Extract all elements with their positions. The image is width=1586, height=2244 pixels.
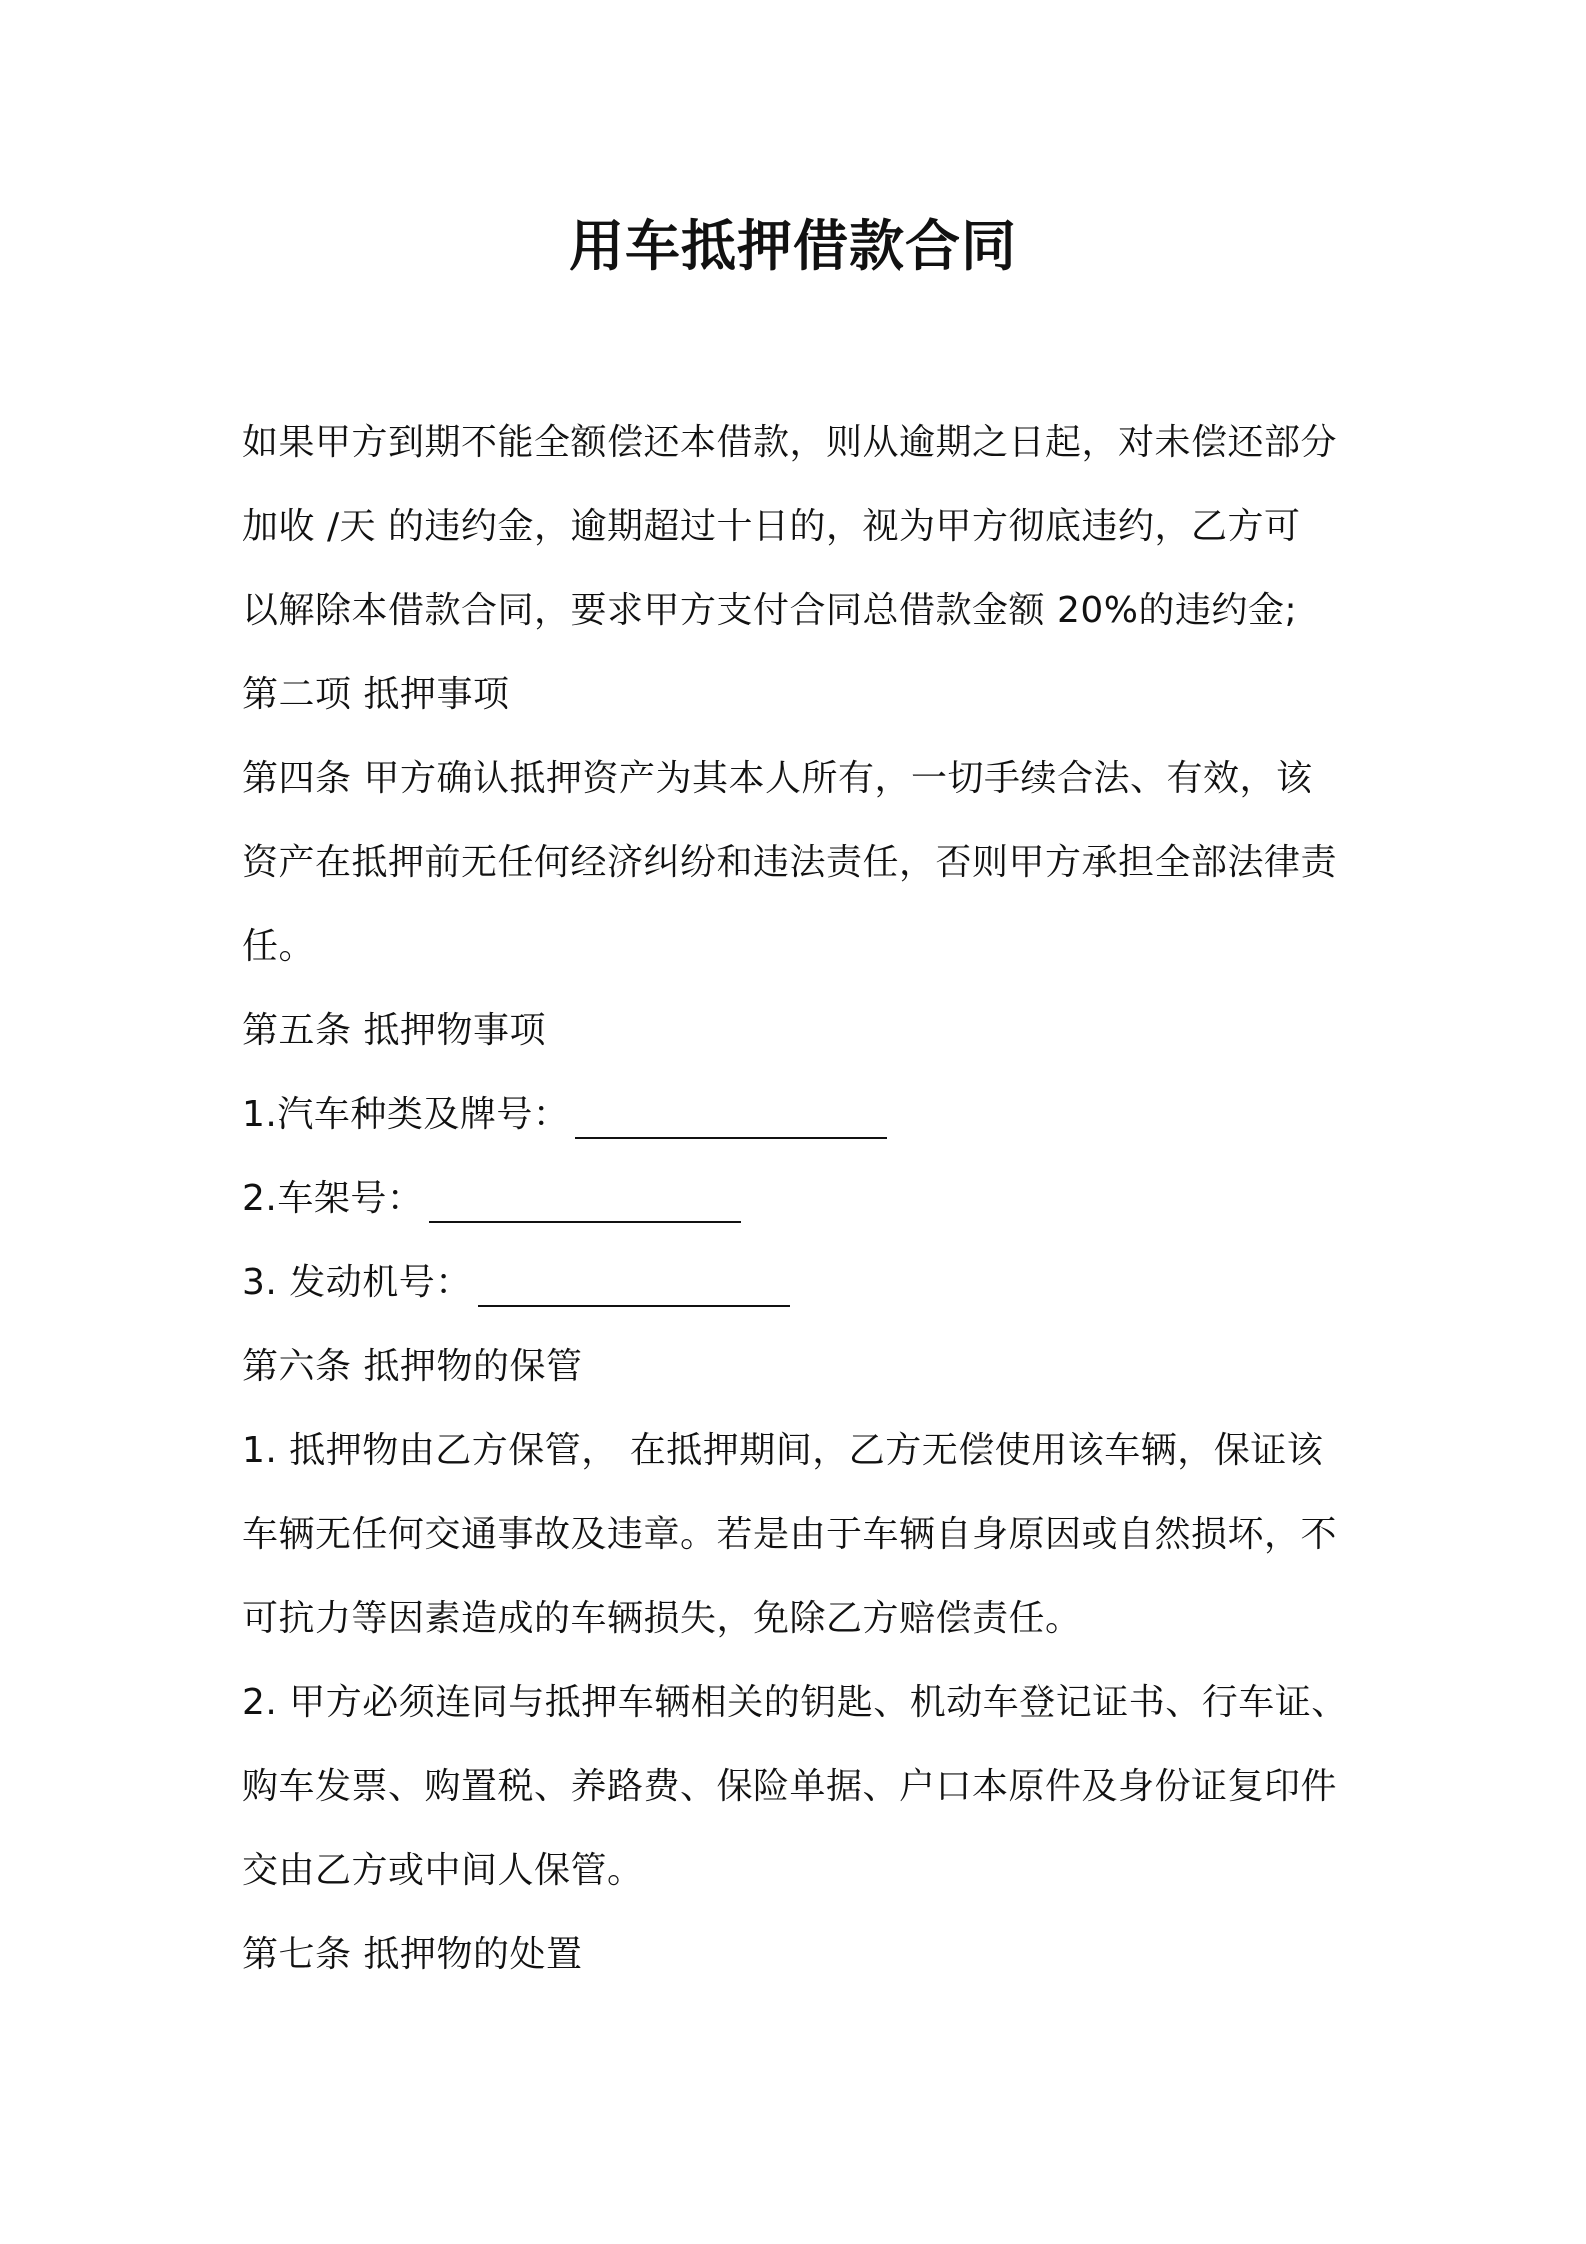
article-heading: 第六条 抵押物的保管 (242, 1346, 583, 1387)
article-heading: 第五条 抵押物事项 (242, 1010, 546, 1051)
clause-line: 车辆无任何交通事故及违章。若是由于车辆自身原因或自然损坏，不 (242, 1514, 1338, 1555)
frame-number-label: 2.车架号： (242, 1178, 424, 1219)
vehicle-type-plate-label: 1.汽车种类及牌号： (242, 1094, 570, 1135)
article-line: 资产在抵押前无任何经济纠纷和违法责任，否则甲方承担全部法律责 (242, 842, 1338, 883)
frame-number-blank (429, 1171, 741, 1223)
clause-line: 2. 甲方必须连同与抵押车辆相关的钥匙、机动车登记证书、行车证、 (242, 1682, 1348, 1723)
article-line: 第四条 甲方确认抵押资产为其本人所有，一切手续合法、有效，该 (242, 758, 1313, 799)
article-heading: 第七条 抵押物的处置 (242, 1934, 583, 1975)
frame-number-row (242, 1157, 1362, 1241)
clause-line: 交由乙方或中间人保管。 (242, 1850, 644, 1891)
vehicle-type-plate-row (242, 1073, 1362, 1157)
paragraph-line: 加收 /天 的违约金，逾期超过十日的，视为甲方彻底违约，乙方可 (242, 506, 1301, 547)
clause-line: 可抗力等因素造成的车辆损失，免除乙方赔偿责任。 (242, 1598, 1082, 1639)
document-body (242, 401, 1362, 1997)
paragraph-line: 如果甲方到期不能全额偿还本借款，则从逾期之日起，对未偿还部分 (242, 422, 1338, 463)
section-heading: 第二项 抵押事项 (242, 674, 510, 715)
engine-number-label: 3. 发动机号： (242, 1262, 472, 1303)
engine-number-row (242, 1241, 1362, 1325)
vehicle-type-plate-blank (575, 1087, 887, 1139)
paragraph-line: 以解除本借款合同，要求甲方支付合同总借款金额 20%的违约金; (242, 590, 1298, 631)
article-line: 任。 (242, 926, 316, 967)
document-title: 用车抵押借款合同 (568, 214, 1017, 278)
engine-number-blank (478, 1255, 790, 1307)
clause-line: 1. 抵押物由乙方保管， 在抵押期间，乙方无偿使用该车辆，保证该 (242, 1430, 1324, 1471)
clause-line: 购车发票、购置税、养路费、保险单据、户口本原件及身份证复印件 (242, 1766, 1338, 1807)
